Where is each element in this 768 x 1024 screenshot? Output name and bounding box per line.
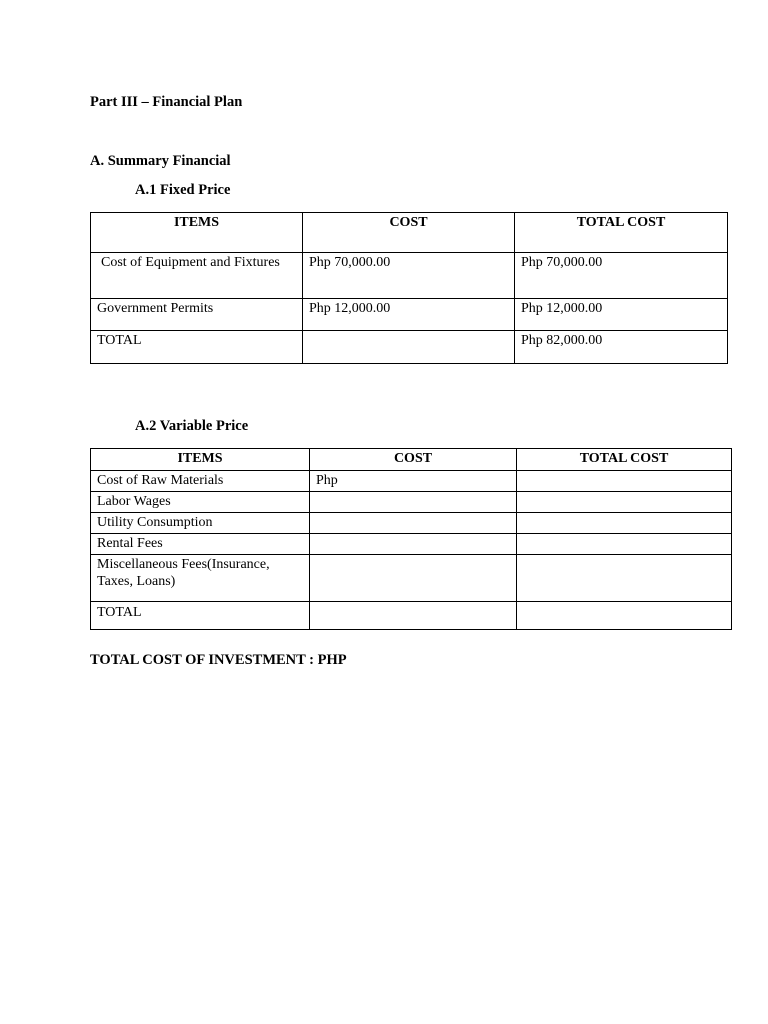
column-header-total-cost: TOTAL COST bbox=[517, 449, 732, 471]
table-row-total bbox=[91, 602, 732, 630]
table-cell-cost bbox=[310, 492, 517, 513]
column-header-cost: COST bbox=[303, 213, 515, 253]
table-cell-cost bbox=[310, 534, 517, 555]
table-cell-total-cost: Php 12,000.00 bbox=[515, 299, 728, 331]
table-cell-item: Cost of Equipment and Fixtures bbox=[91, 253, 303, 299]
table-cell-total-cost bbox=[517, 555, 732, 602]
table-row bbox=[91, 534, 732, 555]
table-cell-total-cost bbox=[517, 471, 732, 492]
table-cell-cost bbox=[303, 331, 515, 364]
table-cell-item: Rental Fees bbox=[91, 534, 310, 555]
table-row bbox=[91, 513, 732, 534]
table-header-row bbox=[91, 449, 732, 471]
section-heading-summary-financial: A. Summary Financial bbox=[90, 153, 231, 169]
table-cell-total-cost bbox=[517, 492, 732, 513]
variable-price-table bbox=[90, 448, 732, 630]
subsection-heading-fixed-price: A.1 Fixed Price bbox=[135, 182, 231, 198]
column-header-items: ITEMS bbox=[91, 449, 310, 471]
column-header-items: ITEMS bbox=[91, 213, 303, 253]
table-cell-total-cost bbox=[517, 534, 732, 555]
part-title: Part III – Financial Plan bbox=[90, 94, 243, 110]
subsection-heading-variable-price: A.2 Variable Price bbox=[135, 418, 249, 434]
total-cost-of-investment: TOTAL COST OF INVESTMENT : PHP bbox=[90, 652, 347, 668]
table-cell-item: Labor Wages bbox=[91, 492, 310, 513]
table-header-row bbox=[91, 213, 728, 253]
table-cell-cost: Php 12,000.00 bbox=[303, 299, 515, 331]
table-cell-cost: Php bbox=[310, 471, 517, 492]
table-cell-item: Miscellaneous Fees(Insurance, Taxes, Loans) bbox=[91, 555, 310, 602]
table-cell-total-cost: Php 82,000.00 bbox=[515, 331, 728, 364]
fixed-price-table bbox=[90, 212, 728, 364]
table-row bbox=[91, 492, 732, 513]
table-cell-total-cost bbox=[517, 602, 732, 630]
table-row-total bbox=[91, 331, 728, 364]
table-cell-item: TOTAL bbox=[91, 331, 303, 364]
table-row bbox=[91, 471, 732, 492]
table-row bbox=[91, 555, 732, 602]
table-cell-cost: Php 70,000.00 bbox=[303, 253, 515, 299]
table-cell-item: Cost of Raw Materials bbox=[91, 471, 310, 492]
table-row bbox=[91, 253, 728, 299]
table-cell-item: Utility Consumption bbox=[91, 513, 310, 534]
column-header-cost: COST bbox=[310, 449, 517, 471]
table-cell-total-cost bbox=[517, 513, 732, 534]
table-cell-cost bbox=[310, 555, 517, 602]
table-cell-item: TOTAL bbox=[91, 602, 310, 630]
table-cell-cost bbox=[310, 513, 517, 534]
table-cell-item: Government Permits bbox=[91, 299, 303, 331]
column-header-total-cost: TOTAL COST bbox=[515, 213, 728, 253]
table-cell-total-cost: Php 70,000.00 bbox=[515, 253, 728, 299]
table-row bbox=[91, 299, 728, 331]
table-cell-cost bbox=[310, 602, 517, 630]
